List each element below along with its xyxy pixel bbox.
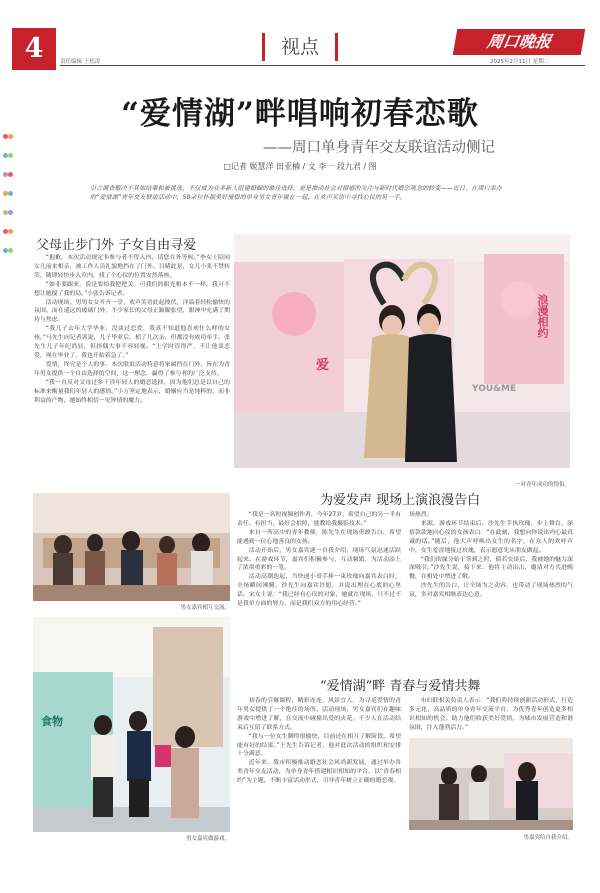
paragraph: 来自一所高中的青年教师，陈先生在现场勇敢告白，希望能遇到一位心地善良的女孩。 bbox=[237, 529, 401, 545]
article-lead: 引言调查解决不其如结果和被挑选，不仅成为众多新人组建婚姻的最佳选择，更是推动社会对情感的关注与新时代婚恋观念的转变——近日，在周口举办的“爱情湖”青年交友联谊活动中，50余位怀揣美好憧憬的单身男女青年聚在一起，在欢声笑语中寻找心仪的另一半。 bbox=[90, 185, 503, 201]
article-subtitle: ——周口单身青年交友联谊活动侧记 bbox=[263, 140, 495, 156]
left-column-text bbox=[34, 254, 230, 492]
bottom-section-heading: “爱情湖”畔 青春与爱情共舞 bbox=[320, 679, 481, 694]
paragraph: 来源，游戏环节结束后，沙先生手执玫瑰，步上舞台，深情款款地向心仪的女孩表白：“在此刻，我想向你说出内心最真诚的话。”随后，他大声呼唤出女生的名字，在众人的欢呼声中，女生羞涩地接过玫瑰，表示愿意先从朋友做起。 bbox=[409, 520, 573, 554]
paragraph: “我们的缘分始于签到之时，倘若交谈后，我被她的魅力深深吸引。”沙先生说，接下来，他将主动出击，邀请对方共进晚餐，在相处中增进了解。 bbox=[409, 556, 573, 581]
paragraph: “我一直反对父母过多干涉年轻人的婚恋选择，因为他们总是以自己的标准来衡量我们年轻人的感情。”小万坚定地表示，婚姻应当是纯粹的，而非利益的产物，她始终相信一见钟情的魔力。 bbox=[34, 379, 230, 404]
paragraph: 近年来，我市积极推动婚恋社会风尚新发展，通过举办各类青年交友活动，为单身青年搭建相识相知的平台，以“青春相约”为主题，不断丰富活动形式，引导青年树立正确的婚恋观。 bbox=[237, 760, 401, 785]
paragraph: “我与一位女生聊得很愉快，目前还在相互了解阶段，希望能有好的结果。”王先生告诉记者，他对此次活动的组织和安排十分满意。 bbox=[237, 733, 401, 758]
paragraph: 活动开始后，男女嘉宾逐一自我介绍，现场气氛迅速活跃起来。在游戏环节，嘉宾们积极参与，互动频繁，为活动添上了浓墨重彩的一笔。 bbox=[237, 547, 401, 572]
paragraph: 活动现场，男男女女齐齐一堂，欢声笑语此起彼伏，洋溢着轻松愉快的氛围。而在遥远的玻璃门外，不少家长的父母正踮脚张望，眼神中充满了期待与焦虑。 bbox=[34, 299, 230, 324]
paragraph: 场热烈。 bbox=[409, 512, 433, 518]
photo-caption: 男嘉宾给自我介绍。 bbox=[523, 835, 573, 841]
paragraph: 初春的引爆课程，精彩连连，风景宜人，为寻觅爱情的青年男女提供了一个绝佳的场所。活动现场，男女嘉宾们在趣味游戏中增进了解，在交流中碰撞出爱的火花，不少人在活动结束后互留了联系方式。 bbox=[237, 698, 401, 731]
date-line: 2025年2月11日 星期二 bbox=[490, 59, 550, 65]
section-label: 视点 bbox=[262, 33, 338, 61]
left-section-heading: 父母止步门外 子女自由寻爱 bbox=[36, 238, 197, 253]
photo-caption: 男女嘉宾做游戏。 bbox=[185, 836, 230, 842]
header-rule bbox=[60, 65, 585, 66]
bottom-column-left bbox=[237, 697, 401, 847]
paragraph: 沙先生的告白，让全场为之动容，也带动了现场热烈的气氛，多对嘉宾相继表达心意。 bbox=[409, 583, 573, 599]
photo-banner-text: 浪漫相约 bbox=[536, 294, 549, 338]
photo-guests-games bbox=[33, 617, 230, 832]
photo-caption: 一对青年成功的情侣。 bbox=[514, 482, 570, 488]
paragraph: “如非要跟来，说是要给我把把关。可我们的眼光根本不一样，我可不想让她搅了我的局。”小张告诉记者。 bbox=[34, 281, 230, 297]
middle-column-right bbox=[409, 511, 573, 666]
paragraph: “我儿子去年大学毕业，没谈过恋爱，我真不知道他喜欢什么样的女孩。”马先生向记者诉说，儿子毕业后，相了几次亲，但都没有成功牵手。张先生儿子年纪尚轻，但择偶大事不容轻视。“上学时管得严，不让他谈恋爱，现在毕业了，我也开始着急了。” bbox=[34, 326, 230, 359]
page-number: 4 bbox=[12, 28, 56, 70]
middle-column-left bbox=[237, 511, 401, 666]
photo-self-introduction bbox=[409, 738, 573, 830]
decorative-dots bbox=[3, 125, 15, 258]
paragraph: “抱歉，本次活动规定非参与者不得入内，请您在外等候。”李女士陪同女儿前来相亲，被工作人员礼貌地挡在了门外。目睹此景，女儿小张不禁转笑，随即轻快步入室内，找了个心仪的位置安然落座。 bbox=[34, 255, 230, 279]
photo-sign-text: YOU&ME bbox=[472, 384, 517, 394]
middle-section-heading: 为爱发声 现场上演浪漫告白 bbox=[320, 493, 481, 508]
photo-caption: 男女嘉宾相互交流。 bbox=[180, 605, 230, 611]
photo-couple bbox=[234, 234, 570, 468]
editor-line: 责任编辑 王松涛 bbox=[60, 59, 101, 65]
photo-word-text: 爱 bbox=[316, 358, 330, 373]
paragraph: “我是一名短视频创作者，今年27岁，希望自己的另一半有责任、有担当，最好会拍照，能教给我摄影技术。” bbox=[237, 512, 401, 527]
paragraph: 活动高潮迭起，当快递小哥手捧一束玫瑰向嘉宾表白时，全场瞬间沸腾，沙先生向嘉宾许愿，并说出埋在心底的心里话。宋女士说：“我已经有心仪的对象，她就在现场，只不过不是我单方面的努力，而是我们双方的用心经营。” bbox=[237, 574, 401, 608]
article-title: “爱情湖”畔唱响初春恋歌 bbox=[121, 96, 479, 132]
paragraph: 爱情，终究是个人的事。本次联谊活动特意将家属挡在门外，旨在为青年男女提供一个自由选择的空间，这一理念，赢得了参与者的广泛支持。 bbox=[34, 361, 230, 377]
photo-sign-text: 食物 bbox=[41, 715, 63, 728]
photo-guests-talking bbox=[33, 493, 230, 601]
newspaper-masthead: 周口晚报 bbox=[453, 29, 586, 55]
paragraph: 市妇联相关负责人表示：“我们将持续创新活动形式，打造多元化、高品质的单身青年交流平台，为优秀青年创造更多相识相知的机会，助力他们收获美好爱情，为城市发展营造和谐氛围，注入蓬勃活力。” bbox=[409, 698, 573, 731]
article-byline: □记者 姬慧洋 田亚楠 / 文 李一 段九君 / 图 bbox=[223, 162, 377, 171]
bottom-column-right bbox=[409, 697, 573, 735]
